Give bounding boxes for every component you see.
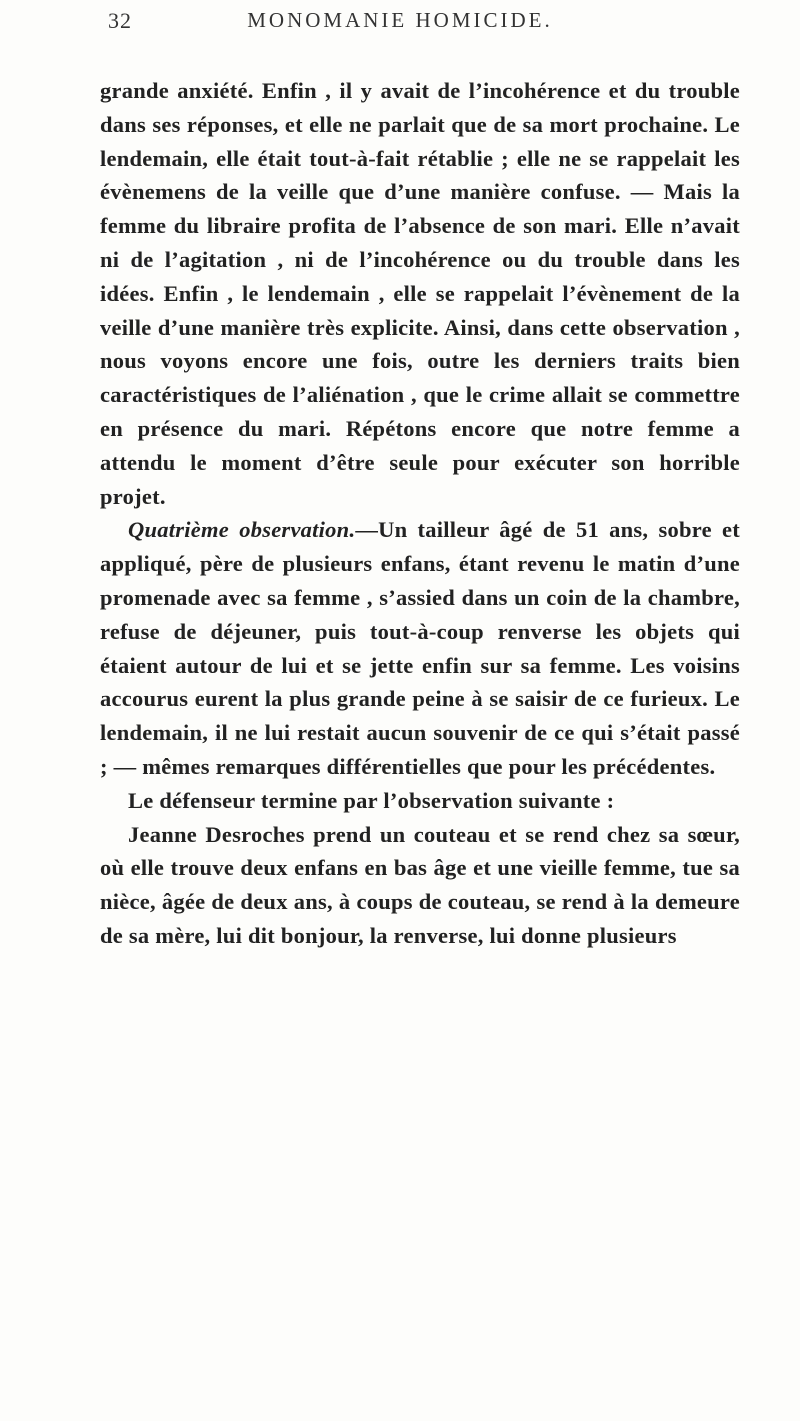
- paragraph-continuation: [100, 74, 740, 513]
- running-title: MONOMANIE HOMICIDE.: [247, 8, 553, 32]
- paragraph-fourth-observation: [100, 513, 740, 783]
- paragraph-text: Jeanne Desroches prend un couteau et se rend chez sa sœur, où elle trouve deux enfans en bas âge et une vieille femme, tue sa nièce, âgée de deux ans, à coups de couteau, se rend à la demeure de sa mère, lui dit bonjour, la renverse, lui donne plusieurs: [100, 821, 740, 948]
- body-text: [100, 74, 740, 953]
- running-head: [0, 4, 800, 44]
- paragraph-text: —Un tailleur âgé de 51 ans, sobre et appliqué, père de plusieurs enfans, étant revenu le matin d’une promenade avec sa femme , s’assied dans un coin de la chambre, refuse de déjeuner, puis tout-à-coup renverse les objets qui étaient autour de lui et se jette enfin sur sa femme. Les voisins accourus eurent la plus grande peine à se saisir de ce furieux. Le lendemain, il ne lui restait aucun souvenir de ce qui s’était passé ; — mêmes remarques différentielles que pour les précédentes.: [100, 517, 740, 779]
- paragraph-text: Le défenseur termine par l’observation suivante :: [128, 787, 615, 813]
- paragraph-text: grande anxiété. Enfin , il y avait de l’incohérence et du trouble dans ses réponses, et elle ne parlait que de sa mort prochaine. Le lendemain, elle était tout-à-fait rétablie ; elle ne se rappelait les évènemens de la veille que d’une manière confuse. — Mais la femme du libraire profita de l’absence de son mari. Elle n’avait ni de l’agitation , ni de l’incohérence ou du trouble dans les idées. Enfin , le lendemain , elle se rappelait l’évènement de la veille d’une manière très explicite. Ainsi, dans cette observation , nous voyons encore une fois, outre les derniers traits bien caractéristiques de l’aliénation , que le crime allait se commettre en présence du mari. Répétons encore que notre femme a attendu le moment d’être seule pour exécuter son horrible projet.: [100, 78, 740, 509]
- paragraph-defender: [100, 784, 740, 818]
- paragraph-desroches: [100, 818, 740, 953]
- observation-heading: Quatrième observation.: [128, 517, 356, 543]
- page-number: 32: [108, 8, 132, 33]
